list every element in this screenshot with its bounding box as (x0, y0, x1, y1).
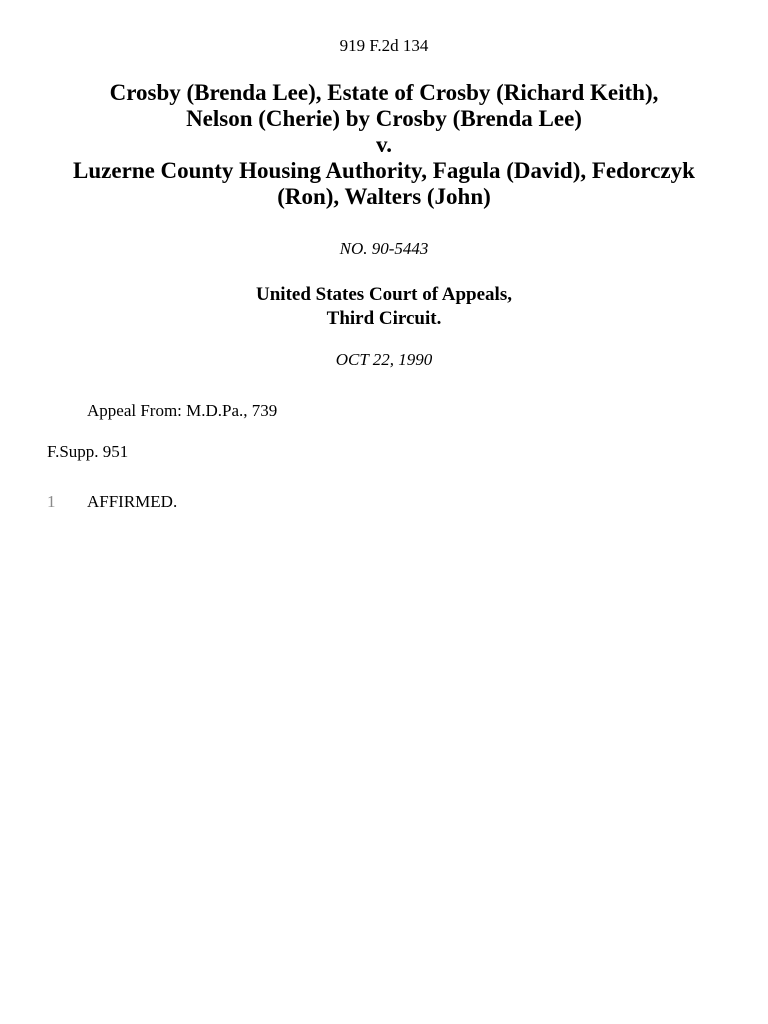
case-title-line: (Ron), Walters (John) (277, 184, 491, 209)
paragraph-number: 1 (47, 492, 56, 511)
court-name (0, 283, 768, 331)
case-title-line: Luzerne County Housing Authority, Fagula (David), Fedorczyk (73, 158, 695, 183)
appeal-from-continuation: F.Supp. 951 (47, 442, 129, 461)
case-title-line: Crosby (Brenda Lee), Estate of Crosby (Richard Keith), (109, 80, 659, 105)
appeal-from-line: Appeal From: M.D.Pa., 739 (87, 401, 278, 420)
case-citation: 919 F.2d 134 (339, 36, 429, 55)
case-title-versus: v. (376, 132, 392, 157)
court-name-line: United States Court of Appeals, (256, 284, 512, 305)
case-title-line: Nelson (Cherie) by Crosby (Brenda Lee) (186, 106, 582, 131)
decision-date: OCT 22, 1990 (335, 350, 433, 369)
court-name-line: Third Circuit. (326, 308, 442, 329)
case-title (24, 80, 744, 210)
docket-number: NO. 90-5443 (339, 239, 429, 258)
paragraph-text: AFFIRMED. (87, 492, 178, 511)
